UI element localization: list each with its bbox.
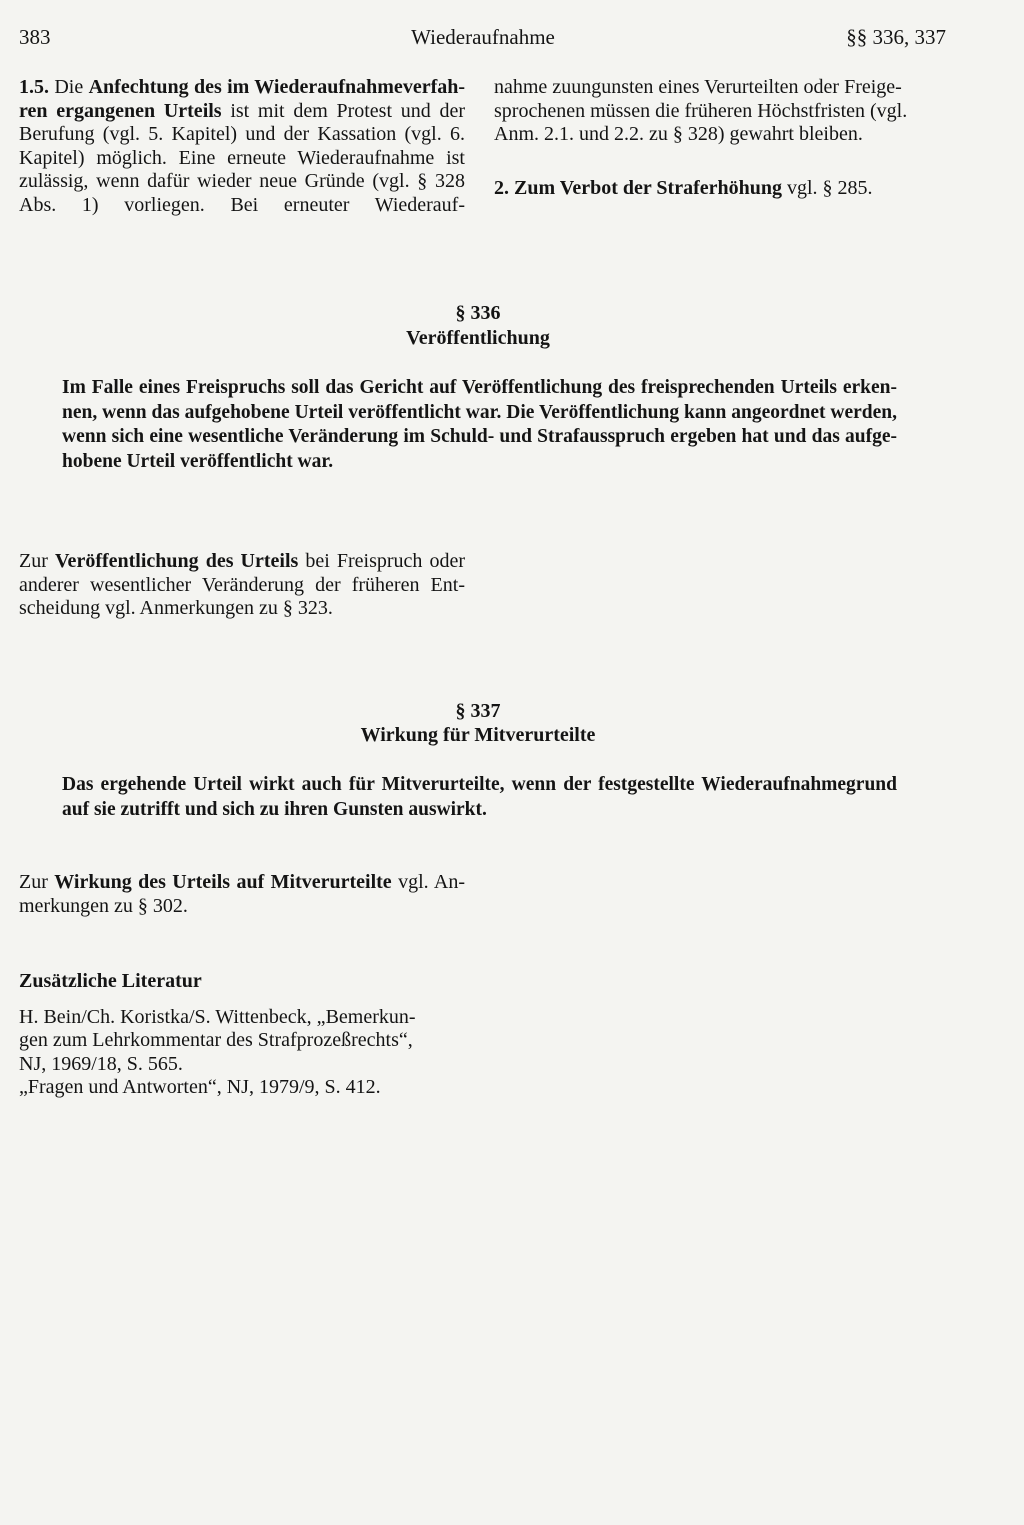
section-337-number: § 337 <box>455 700 501 722</box>
literature-heading: Zusätzliche Literatur <box>19 970 202 992</box>
norm-line: auf sie zutrifft und sich zu ihren Gunsten auswirkt. <box>62 798 487 820</box>
literature-entry: H. Bein/Ch. Koristka/S. Wittenbeck, „Bemerkun- <box>19 1005 416 1028</box>
annotation-336 <box>19 550 465 621</box>
annotation-number: 1.5. <box>19 76 49 98</box>
annotation-keyword: Veröffentlichung des Urteils <box>54 550 299 572</box>
section-337-heading: Wirkung für Mitverurteilte <box>360 724 596 746</box>
section-range: §§ 336, 337 <box>846 25 946 49</box>
annotation-text: vgl. § 285. <box>787 177 873 199</box>
annotation-1-5-continued <box>494 76 940 147</box>
section-336-number: § 336 <box>455 302 501 324</box>
annotation-keyword: Wirkung des Urteils auf Mitverurteilte <box>54 871 392 893</box>
section-336-text <box>62 376 897 474</box>
norm-line: nen, wenn das aufgehobene Urteil veröffentlicht war. Die Veröffentlichung kann angeordnet werden, <box>62 401 897 423</box>
norm-line: Das ergehende Urteil wirkt auch für Mitverurteilte, wenn der festgestellte Wiederaufnahmegrund <box>62 774 897 795</box>
literature-entry: NJ, 1969/18, S. 565. <box>19 1052 183 1075</box>
norm-line: hobene Urteil veröffentlicht war. <box>62 450 334 472</box>
spacer <box>19 994 465 1006</box>
annotation-text: Zur <box>19 550 48 572</box>
norm-line: Im Falle eines Freispruchs soll das Gericht auf Veröffentlichung des freisprechenden Urteils erken- <box>62 377 897 398</box>
section-337-text <box>62 773 897 822</box>
annotation-text: anderer wesentlicher Veränderung der früheren Ent- <box>19 573 465 596</box>
annotation-keyword: Anfechtung des im Wiederaufnahmeverfah- <box>88 76 466 98</box>
annotation-text: Zur <box>19 871 48 893</box>
literature-entry: gen zum Lehrkommentar des Strafprozeßrechts“, <box>19 1029 413 1051</box>
annotation-1-5 <box>19 76 465 217</box>
annotation-text: nahme zuungunsten eines Verurteilten oder Freige- <box>494 76 902 98</box>
annotation-keyword: ren ergangenen Urteils <box>19 99 222 122</box>
annotation-text: ist zulässig, wenn dafür wieder neue Gründe (vgl. <box>19 146 465 192</box>
annotation-keyword: Zum Verbot der Straferhöhung <box>514 177 782 199</box>
annotation-text: 6. Kapitel) möglich. Eine erneute Wiederaufnahme <box>19 123 465 169</box>
section-336-heading: Veröffentlichung <box>406 327 550 349</box>
annotation-text: scheidung vgl. Anmerkungen zu § 323. <box>19 597 333 619</box>
norm-line: wenn sich eine wesentliche Veränderung im Schuld- und Strafausspruch ergeben hat und das aufge- <box>62 426 897 447</box>
running-title: Wiederaufnahme <box>411 25 555 49</box>
annotation-number: 2. <box>494 177 509 199</box>
annotation-text: ist mit dem Protest und der <box>230 99 465 122</box>
annotation-text: vgl. An- <box>398 871 466 893</box>
annotation-337 <box>19 871 465 918</box>
annotation-text: Die <box>54 76 84 98</box>
annotation-text: § 328 Abs. 1) vorliegen. Bei erneuter Wiederauf- <box>19 170 466 216</box>
annotation-2 <box>494 177 940 201</box>
annotation-text: merkungen zu § 302. <box>19 894 188 917</box>
page-number: 383 <box>19 25 51 49</box>
annotation-text: bei Freispruch oder <box>305 550 465 572</box>
literature-entry: „Fragen und Antworten“, NJ, 1979/9, S. 412. <box>19 1076 381 1098</box>
annotation-text: Berufung (vgl. 5. Kapitel) und der Kassation (vgl. <box>19 123 442 145</box>
annotation-text: Anm. 2.1. und 2.2. zu § 328) gewahrt bleiben. <box>494 123 863 145</box>
literature-section <box>19 970 465 1100</box>
annotation-text: sprochenen müssen die früheren Höchstfristen (vgl. <box>494 99 908 122</box>
